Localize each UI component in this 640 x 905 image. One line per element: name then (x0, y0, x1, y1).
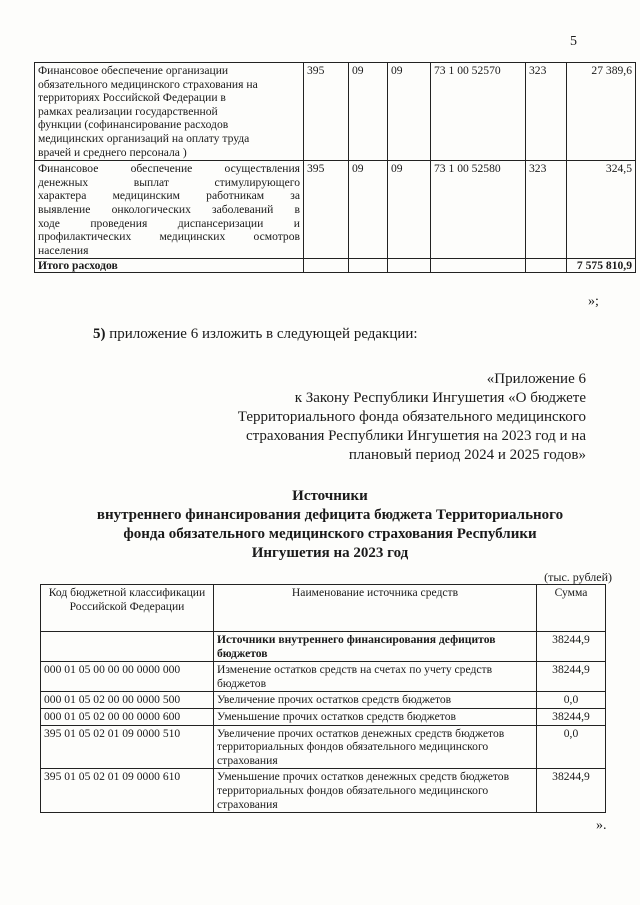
cell-c4: 73 1 00 52570 (431, 63, 526, 161)
table-row (41, 725, 606, 769)
cell-c2: 09 (349, 161, 388, 259)
budget-code: 000 01 05 02 00 00 0000 600 (41, 708, 214, 725)
source-sum: 38244,9 (537, 708, 606, 725)
cell-c5: 323 (526, 63, 567, 161)
source-sum: 38244,9 (537, 769, 606, 813)
source-name: Уменьшение прочих остатков средств бюджетов (214, 708, 537, 725)
source-name: Источники внутреннего финансирования дефицитов бюджетов (214, 632, 537, 662)
document-title (60, 487, 600, 563)
budget-code: 000 01 05 00 00 00 0000 000 (41, 662, 214, 692)
appendix-line: плановый период 2024 и 2025 годов» (348, 447, 586, 463)
header-code: Код бюджетной классификации Российской Федерации (41, 585, 214, 632)
empty-cell (349, 259, 388, 273)
expenses-table (34, 62, 636, 273)
table-header-row (41, 585, 606, 632)
total-row (35, 259, 636, 273)
table-row (41, 692, 606, 709)
source-sum: 0,0 (537, 725, 606, 769)
budget-code: 395 01 05 02 01 09 0000 510 (41, 725, 214, 769)
expense-name-line: рамках реализации государственной (38, 104, 218, 118)
source-sum: 38244,9 (537, 632, 606, 662)
expense-name-line: функции (софинансирование расходов (38, 118, 229, 132)
closing-quote-end: ». (596, 818, 607, 833)
cell-c6: 27 389,6 (567, 63, 636, 161)
expense-name-line: характера медицинским работникам за (38, 189, 300, 203)
expense-name-line: обязательного медицинского страхования на (38, 77, 258, 91)
sources-table (40, 584, 606, 813)
source-sum: 0,0 (537, 692, 606, 709)
appendix-line: «Приложение 6 (486, 371, 586, 387)
appendix-line: к Закону Республики Ингушетия «О бюджете (294, 390, 586, 406)
cell-c3: 09 (388, 161, 431, 259)
unit-label: (тыс. рублей) (544, 570, 612, 584)
header-name: Наименование источника средств (214, 585, 537, 632)
item-5-paragraph (93, 326, 418, 343)
source-name: Уменьшение прочих остатков денежных средств бюджетов территориальных фондов обязательного медицинского страхования (214, 769, 537, 813)
cell-c2: 09 (349, 63, 388, 161)
title-line: Источники (292, 488, 368, 504)
title-line: внутреннего финансирования дефицита бюджета Территориального (96, 507, 564, 523)
expense-name-line: территориях Российской Федерации в (38, 91, 226, 105)
table-row (41, 662, 606, 692)
expense-name-line: ходе проведения диспансеризации и (38, 216, 300, 230)
expense-name (35, 63, 304, 161)
expense-name-line: выявление онкологических заболеваний в (38, 202, 300, 216)
budget-code: 395 01 05 02 01 09 0000 610 (41, 769, 214, 813)
cell-c3: 09 (388, 63, 431, 161)
expense-name-line: Финансовое обеспечение осуществления (38, 162, 300, 176)
budget-code: 000 01 05 02 00 00 0000 500 (41, 692, 214, 709)
cell-c1: 395 (304, 63, 349, 161)
empty-cell (526, 259, 567, 273)
header-sum: Сумма (537, 585, 606, 632)
cell-c1: 395 (304, 161, 349, 259)
cell-c4: 73 1 00 52580 (431, 161, 526, 259)
empty-cell (388, 259, 431, 273)
source-sum: 38244,9 (537, 662, 606, 692)
table-row (41, 708, 606, 725)
item-text: приложение 6 изложить в следующей редакции: (105, 326, 418, 342)
expense-name-line: врачей и среднего персонала ) (38, 145, 187, 159)
total-label: Итого расходов (35, 259, 304, 273)
item-number: 5) (93, 326, 106, 342)
title-line: Ингушетия на 2023 год (251, 545, 409, 561)
source-name: Изменение остатков средств на счетах по учету средств бюджетов (214, 662, 537, 692)
table-row (41, 632, 606, 662)
appendix-line: Территориального фонда обязательного медицинского (237, 409, 586, 425)
expense-name (35, 161, 304, 259)
table-row (41, 769, 606, 813)
page-number: 5 (570, 34, 577, 49)
expense-name-line: Финансовое обеспечение организации (38, 64, 229, 77)
empty-cell (431, 259, 526, 273)
cell-c6: 324,5 (567, 161, 636, 259)
cell-c5: 323 (526, 161, 567, 259)
total-value: 7 575 810,9 (567, 259, 636, 273)
title-line: фонда обязательного медицинского страхования Республики (123, 526, 537, 542)
expense-name-line: денежных выплат стимулирующего (38, 175, 300, 189)
table-row (35, 63, 636, 161)
closing-quote: »; (588, 294, 599, 309)
budget-code (41, 632, 214, 662)
source-name: Увеличение прочих остатков денежных средств бюджетов территориальных фондов обязательного медицинского страхования (214, 725, 537, 769)
expense-name-line: медицинских организаций на оплату труда (38, 131, 250, 145)
expense-name-line: профилактических медицинских осмотров (38, 230, 300, 244)
empty-cell (304, 259, 349, 273)
appendix-heading (166, 370, 586, 465)
table-row (35, 161, 636, 259)
appendix-line: страхования Республики Ингушетия на 2023 год и на (245, 428, 586, 444)
expense-name-line: населения (38, 243, 89, 257)
source-name: Увеличение прочих остатков средств бюджетов (214, 692, 537, 709)
